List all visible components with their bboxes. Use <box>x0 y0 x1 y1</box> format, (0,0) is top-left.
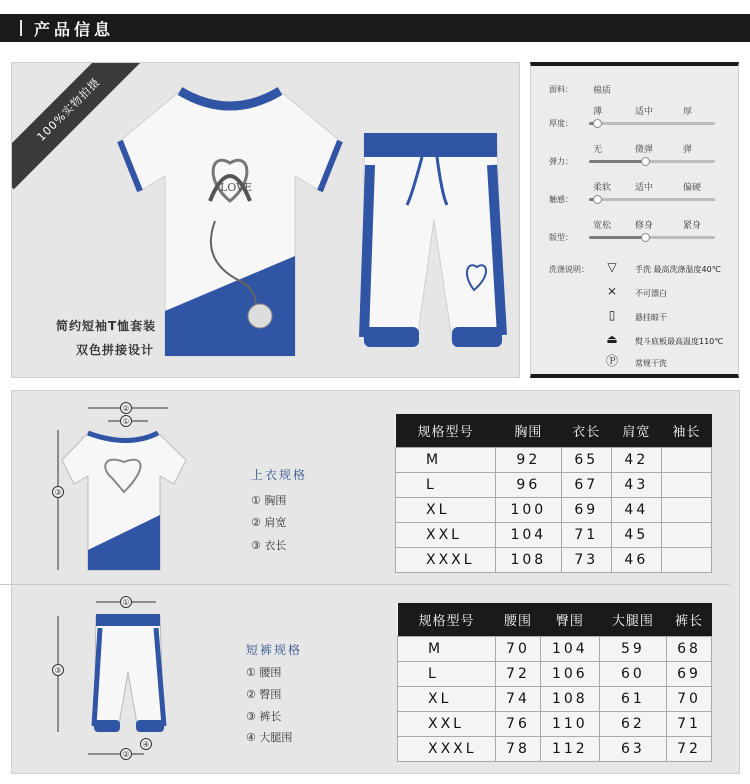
value-cell: 67 <box>561 472 611 497</box>
value-cell <box>661 522 711 547</box>
top-spec-item-3: ③ 衣长 <box>251 539 287 552</box>
table-row <box>396 447 712 472</box>
value-cell: 72 <box>667 736 712 761</box>
bottom-spec-title: 短裤规格 <box>246 643 303 657</box>
top-spec-item-1: ① 胸围 <box>251 494 287 507</box>
tshirt-dim-2: ② <box>120 402 132 414</box>
shorts-dim-3: ③ <box>52 664 64 676</box>
size-cell: L <box>398 661 496 686</box>
col-header: 肩宽 <box>611 414 661 447</box>
value-cell: 44 <box>611 497 661 522</box>
value-cell: 69 <box>667 661 712 686</box>
thickness-opt-2: 适中 <box>635 107 654 117</box>
table-row <box>398 711 712 736</box>
value-cell: 65 <box>561 447 611 472</box>
wash-label: 洗涤说明： <box>549 265 589 274</box>
material-value: 棉质 <box>593 86 612 96</box>
elasticity-opt-3: 弹 <box>683 145 693 155</box>
elasticity-slider <box>589 160 715 163</box>
table-row <box>396 497 712 522</box>
value-cell: 96 <box>496 472 562 497</box>
top-spec-title: 上衣规格 <box>251 468 308 482</box>
table-header-row <box>396 414 712 447</box>
tshirt-size-diagram <box>48 400 198 578</box>
thickness-slider <box>589 122 715 125</box>
bottom-spec-item-4: ④ 大腿围 <box>246 731 293 744</box>
size-cell: XXXL <box>398 736 496 761</box>
tshirt-love-text: LOVE <box>220 181 253 194</box>
col-header: 腰围 <box>496 603 541 636</box>
col-header: 规格型号 <box>396 414 496 447</box>
fit-opt-3: 紧身 <box>683 221 702 231</box>
thickness-opt-1: 薄 <box>593 107 603 117</box>
table-header-row <box>398 603 712 636</box>
dry-clean-icon: Ⓟ <box>605 354 618 368</box>
value-cell <box>661 547 711 572</box>
shorts-size-diagram <box>48 592 178 768</box>
value-cell: 61 <box>599 686 666 711</box>
fit-slider <box>589 236 715 239</box>
table-row <box>396 472 712 497</box>
fit-opt-1: 宽松 <box>593 221 612 231</box>
fit-opt-2: 修身 <box>635 221 654 231</box>
col-header: 规格型号 <box>398 603 496 636</box>
real-photo-ribbon: 100%实物拍摄 <box>11 62 148 189</box>
thickness-knob <box>593 119 602 128</box>
table-row <box>396 522 712 547</box>
col-header: 裤长 <box>667 603 712 636</box>
value-cell <box>661 497 711 522</box>
value-cell: 43 <box>611 472 661 497</box>
material-label: 面料： <box>549 85 573 94</box>
tshirt-dim-3: ③ <box>52 486 64 498</box>
size-cell: XL <box>396 497 496 522</box>
value-cell: 62 <box>599 711 666 736</box>
value-cell: 68 <box>667 636 712 661</box>
size-cell: XL <box>398 686 496 711</box>
section-title: 产品信息 <box>34 20 115 39</box>
value-cell: 69 <box>561 497 611 522</box>
bottom-spec-item-2: ② 臀围 <box>246 688 282 701</box>
value-cell: 92 <box>496 447 562 472</box>
table-row <box>398 636 712 661</box>
table-row <box>396 547 712 572</box>
col-header: 臀围 <box>540 603 599 636</box>
elasticity-opt-2: 微弹 <box>635 145 654 155</box>
size-cell: M <box>398 636 496 661</box>
product-photo-panel <box>11 62 520 378</box>
elasticity-label: 弹力： <box>549 157 573 166</box>
size-cell: XXL <box>396 522 496 547</box>
value-cell: 59 <box>599 636 666 661</box>
value-cell: 104 <box>496 522 562 547</box>
wash-text-4: 熨斗底板最高温度110℃ <box>635 337 724 346</box>
top-size-table <box>395 414 712 573</box>
col-header: 大腿围 <box>599 603 666 636</box>
fit-label: 版型： <box>549 233 573 242</box>
feel-knob <box>593 195 602 204</box>
value-cell: 108 <box>496 547 562 572</box>
value-cell: 72 <box>496 661 541 686</box>
fit-knob <box>641 233 650 242</box>
value-cell: 70 <box>667 686 712 711</box>
value-cell: 71 <box>667 711 712 736</box>
value-cell: 70 <box>496 636 541 661</box>
shorts-dim-4: ④ <box>140 738 152 750</box>
value-cell: 42 <box>611 447 661 472</box>
col-header: 袖长 <box>661 414 711 447</box>
tshirt-dim-1: ① <box>120 415 132 427</box>
value-cell: 71 <box>561 522 611 547</box>
size-cell: M <box>396 447 496 472</box>
section-divider <box>0 584 730 585</box>
value-cell: 104 <box>540 636 599 661</box>
header-accent-bar <box>20 20 22 36</box>
no-bleach-icon: ⨯ <box>606 284 618 298</box>
wash-text-2: 不可漂白 <box>635 289 667 298</box>
attribute-panel <box>530 62 739 378</box>
value-cell: 106 <box>540 661 599 686</box>
wash-text-5: 常规干洗 <box>635 359 667 368</box>
shorts-dim-1: ① <box>120 596 132 608</box>
col-header: 胸围 <box>496 414 562 447</box>
col-header: 衣长 <box>561 414 611 447</box>
top-spec-item-2: ② 肩宽 <box>251 516 287 529</box>
value-cell: 46 <box>611 547 661 572</box>
value-cell <box>661 472 711 497</box>
bottom-spec-item-3: ③ 裤长 <box>246 710 282 723</box>
wash-text-3: 悬挂晾干 <box>635 313 667 322</box>
bottom-spec-item-1: ① 腰围 <box>246 666 282 679</box>
value-cell: 108 <box>540 686 599 711</box>
table-row <box>398 686 712 711</box>
value-cell: 110 <box>540 711 599 736</box>
size-cell: XXL <box>398 711 496 736</box>
value-cell: 76 <box>496 711 541 736</box>
feel-label: 触感： <box>549 195 573 204</box>
thickness-opt-3: 厚 <box>683 107 693 117</box>
value-cell: 78 <box>496 736 541 761</box>
value-cell: 60 <box>599 661 666 686</box>
feel-opt-2: 适中 <box>635 183 654 193</box>
feel-slider <box>589 198 715 201</box>
size-cell: XXXL <box>396 547 496 572</box>
value-cell: 73 <box>561 547 611 572</box>
table-row <box>398 661 712 686</box>
value-cell: 45 <box>611 522 661 547</box>
hand-wash-icon: ▽ <box>607 260 617 274</box>
wash-text-1: 手洗 最高洗涤温度40℃ <box>635 265 721 274</box>
feel-opt-3: 偏硬 <box>683 183 702 193</box>
value-cell: 100 <box>496 497 562 522</box>
value-cell <box>661 447 711 472</box>
table-row <box>398 736 712 761</box>
size-cell: L <box>396 472 496 497</box>
value-cell: 112 <box>540 736 599 761</box>
value-cell: 63 <box>599 736 666 761</box>
feel-opt-1: 柔软 <box>593 183 612 193</box>
elasticity-opt-1: 无 <box>593 145 603 155</box>
shorts-dim-2: ② <box>120 748 132 760</box>
product-caption-2: 双色拼接设计 <box>76 343 155 357</box>
shorts-image <box>352 125 512 365</box>
iron-icon: ⏏ <box>606 332 618 346</box>
product-caption-1: 简约短袖T恤套装 <box>56 319 157 333</box>
hang-dry-icon: ▯ <box>608 308 616 322</box>
value-cell: 74 <box>496 686 541 711</box>
elasticity-knob <box>641 157 650 166</box>
section-header <box>0 14 750 42</box>
bottom-size-table <box>397 603 712 762</box>
thickness-label: 厚度： <box>549 119 573 128</box>
